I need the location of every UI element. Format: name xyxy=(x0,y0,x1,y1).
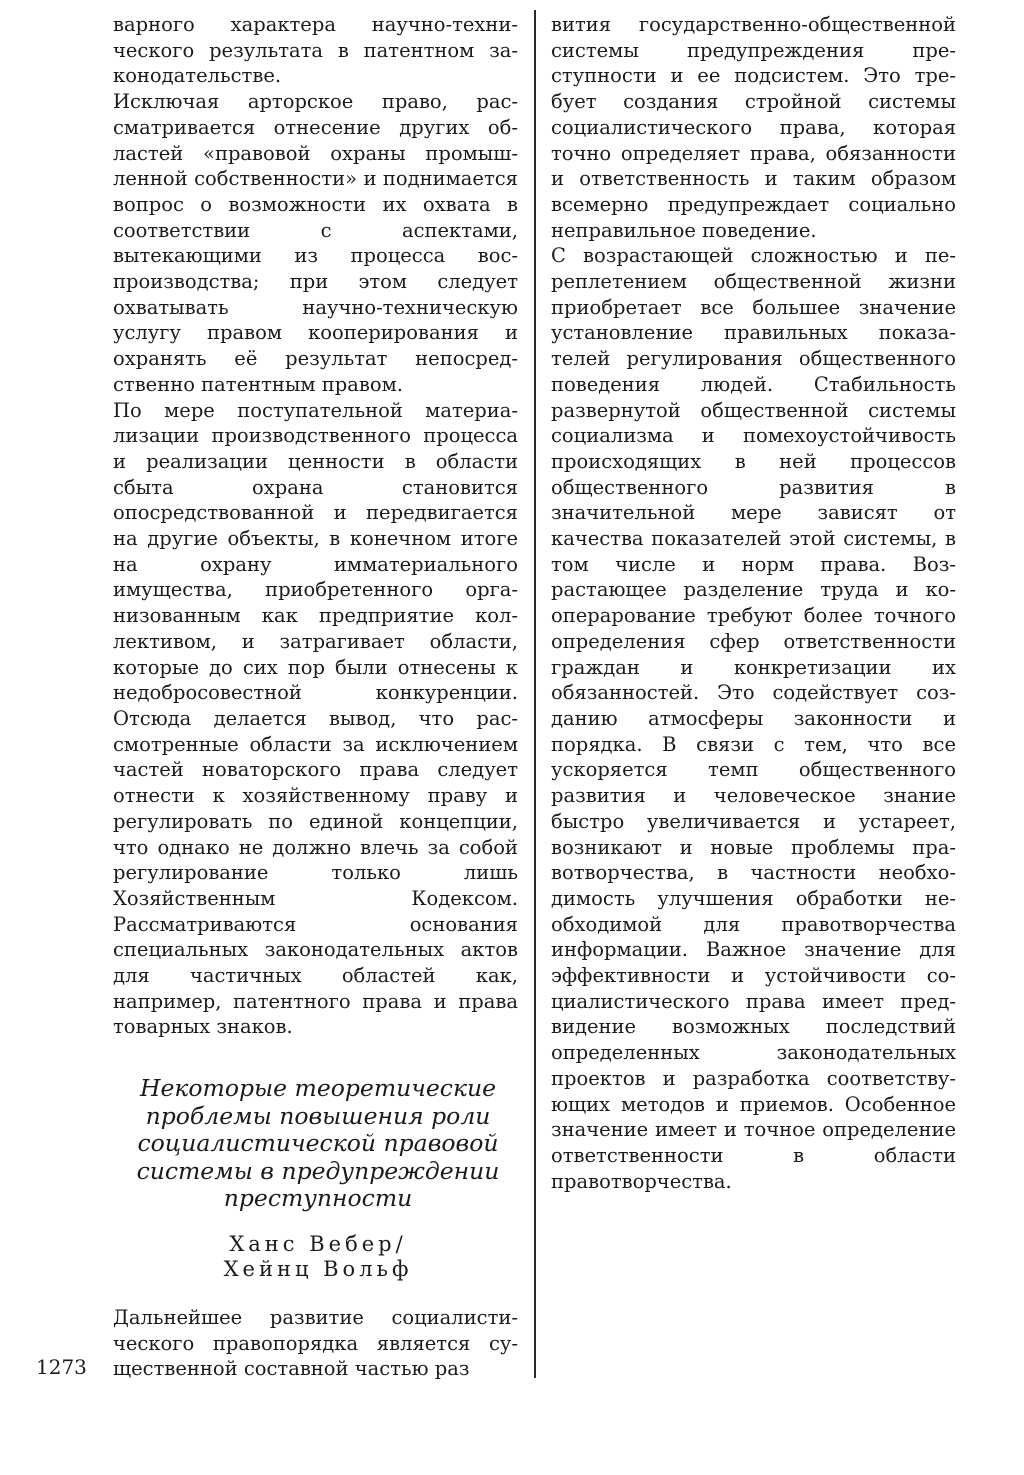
right-paragraph-1: вития государственно-общественной системы предупреждения преступности и ее подсистем. Это требует создания стройной системы социалистического права, которая точно определяет права, обязанности и ответственность и таким образом всемерно предупреждает социально неправильное поведение. xyxy=(551,13,956,242)
left-column xyxy=(113,12,518,1040)
left-paragraph-1: варного характера научно-технического результата в патентном законодательстве. xyxy=(113,13,518,88)
article-title xyxy=(118,1075,518,1213)
article-authors xyxy=(118,1232,518,1282)
right-column xyxy=(551,12,956,1194)
right-paragraph-2: С возрастающей сложностью и переплетением общественной жизни приобретает все большее значение установление правильных показателей регулирования общественного поведения людей. Стабильность развернутой общественной системы социализма и помехоустойчивость происходящих в ней процессов общественного развития в значительной мере зависят от качества показателей этой системы, в том числе и норм права. Возрастающее разделение труда и кооперарование требуют более точного определения сфер ответственности граждан и конкретизации их обязанностей. Это содействует созданию атмосферы законности и порядка. В связи с тем, что все ускоряется темп общественного развития и человеческое знание быстро увеличивается и устареет, возникают и новые проблемы правотворчества, в частности необходимость улучшения обработки необходимой для правотворчества информации. Важное значение для эффективности и устойчивости социалистического права имеет предвидение возможных последствий определенных законодательных проектов и разработка соответствующих методов и приемов. Особенное значение имеет и точное определение ответственности в области правотворчества. xyxy=(551,244,956,1193)
article-title-line: проблемы повышения роли xyxy=(145,1101,491,1130)
page-number: 1273 xyxy=(36,1355,87,1379)
author-line: Хейнц Вольф xyxy=(223,1257,413,1281)
article-title-line: системы в предупреждении xyxy=(136,1156,500,1185)
left-paragraph-2: Исключая арторское право, рассматривается отнесение других областей «правовой охраны промышленной собственности» и поднимается вопрос о возможности их охвата в соответствии с аспектами, вытекающими из процесса воспроизводства; при этом следует охватывать научно-техническую услугу правом кооперирования и охранять её результат непосредственно патентным правом. xyxy=(113,90,518,396)
article-intro-paragraph: Дальнейшее развитие социалистического правопорядка является существенной составной частью раз xyxy=(113,1306,518,1381)
author-line: Ханс Вебер/ xyxy=(229,1232,407,1256)
article-title-line: социалистической правовой xyxy=(137,1129,499,1157)
left-paragraph-3: По мере поступательной материализации производственного процесса и реализации ценности в области сбыта охрана становится опосредствованной и передвигается на другие объекты, в конечном итоге на охрану имматериального имущества, приобретенного организованным как предприятие коллективом, и затрагивает области, которые до сих пор были отнесены к недобросовестной конкуренции. Отсюда делается вывод, что рассмотренные области за исключением частей новаторского права следует отнести к хозяйственному праву и регулировать по единой концепции, что однако не должно влечь за собой регулирование только лишь Хозяйственным Кодексом. Рассматриваются основания специальных законодательных актов для частичных областей как, например, патентного права и права товарных знаков. xyxy=(113,398,518,1039)
article-title-line: преступности xyxy=(223,1184,413,1212)
article-title-line: Некоторые теоретические xyxy=(139,1074,497,1102)
column-divider xyxy=(534,10,536,1378)
